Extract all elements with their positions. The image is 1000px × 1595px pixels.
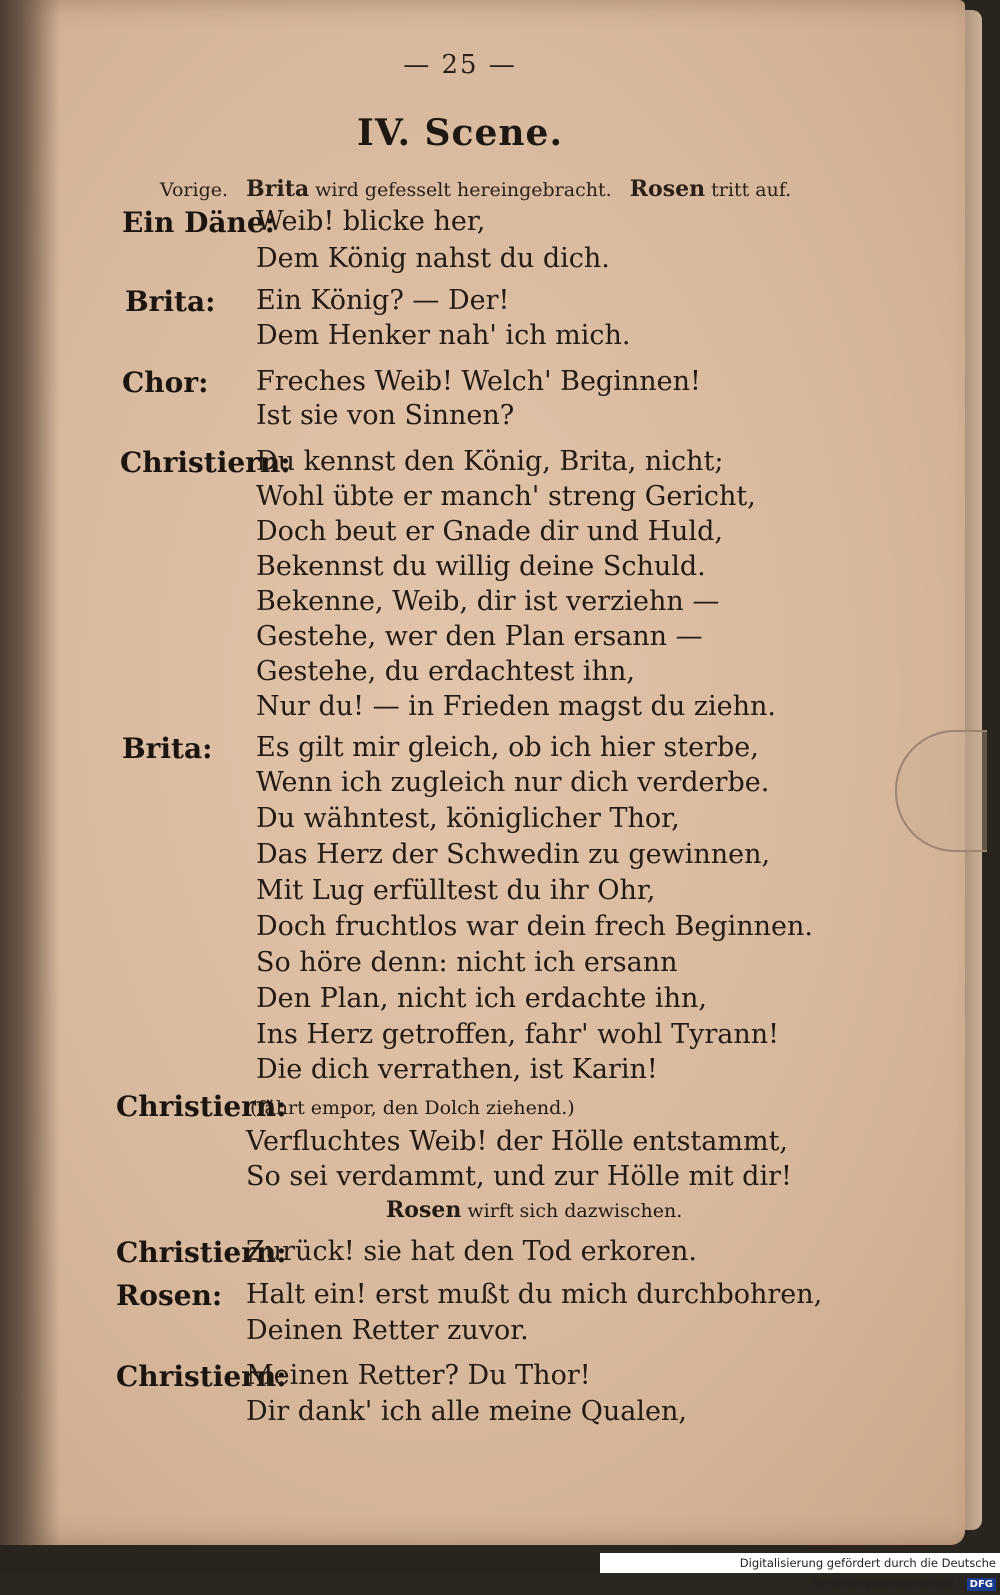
verse-line: Ein König? — Der! [256,285,510,316]
speaker-chor: Chor: [122,366,209,399]
stage-direction-inline: (fährt empor, den Dolch ziehend.) [250,1097,575,1119]
rosen-direction-text: wirft sich dazwischen. [467,1200,683,1222]
speaker-rosen: Rosen: [116,1279,223,1312]
stage-direction-text2: tritt auf. [711,179,792,201]
stage-direction-prefix: Vorige. [160,179,229,201]
verse-line: Gestehe, wer den Plan ersann — [256,621,703,652]
verse-line: Ins Herz getroffen, fahr' wohl Tyrann! [256,1019,779,1050]
stage-direction-text1: wird gefesselt hereingebracht. [315,179,612,201]
verse-line: So sei verdammt, und zur Hölle mit dir! [246,1161,792,1192]
verse-line: Gestehe, du erdachtest ihn, [256,656,635,687]
verse-line: Zurück! sie hat den Tod erkoren. [246,1236,697,1267]
rosen-direction [386,1197,682,1223]
speaker-brita: Brita: [125,285,216,318]
verse-line: So höre denn: nicht ich ersann [256,947,678,978]
verse-line: Das Herz der Schwedin zu gewinnen, [256,839,771,870]
verse-line: Doch beut er Gnade dir und Huld, [256,516,723,547]
dfg-logo: DFG [967,1578,996,1591]
speaker-christiern: Christiern: [116,1236,287,1269]
stage-direction-who1: Brita [246,176,310,202]
verse-line: Dir dank' ich alle meine Qualen, [246,1396,687,1427]
verse-line: Du wähntest, königlicher Thor, [256,803,680,834]
speaker-ein-daene: Ein Däne: [122,206,276,239]
verse-line: Wenn ich zugleich nur dich verderbe. [256,767,770,798]
page-tab [895,730,987,852]
verse-line: Meinen Retter? Du Thor! [246,1360,591,1391]
page-number: — 25 — [403,50,517,80]
verse-line: Wohl übte er manch' streng Gericht, [256,481,756,512]
verse-line: Dem König nahst du dich. [256,243,610,274]
verse-line: Dem Henker nah' ich mich. [256,320,631,351]
verse-line: Halt ein! erst mußt du mich durchbohren, [246,1279,823,1310]
verse-line: Deinen Retter zuvor. [246,1315,529,1346]
footer-text: Digitalisierung gefördert durch die Deutsche Forschungsgemeinschaft - [739,1556,996,1590]
verse-line: Weib! blicke her, [256,206,486,237]
verse-line: Du kennst den König, Brita, nicht; [256,446,724,477]
verse-line: Freches Weib! Welch' Beginnen! [256,366,701,397]
speaker-brita: Brita: [122,732,213,765]
verse-line: Bekenne, Weib, dir ist verziehn — [256,586,720,617]
verse-line: Bekennst du willig deine Schuld. [256,551,706,582]
verse-line: Mit Lug erfülltest du ihr Ohr, [256,875,656,906]
stage-direction-who2: Rosen [629,176,706,202]
verse-line: Die dich verrathen, ist Karin! [256,1054,658,1085]
verse-line: Ist sie von Sinnen? [256,400,515,431]
scene-title: IV. Scene. [357,112,563,154]
speaker-christiern: Christiern: [120,446,291,479]
verse-line: Nur du! — in Frieden magst du ziehn. [256,691,777,722]
verse-line: Den Plan, nicht ich erdachte ihn, [256,983,707,1014]
speaker-christiern: Christiern: [116,1090,287,1123]
rosen-direction-who: Rosen [386,1197,462,1223]
verse-line: Doch fruchtlos war dein frech Beginnen. [256,911,813,942]
verse-line: Verfluchtes Weib! der Hölle entstammt, [246,1126,789,1157]
stage-direction [160,176,791,202]
book-spine-shadow [0,0,60,1545]
digitization-footer [600,1553,1000,1590]
speaker-christiern: Christiern: [116,1360,287,1393]
verse-line: Es gilt mir gleich, ob ich hier sterbe, [256,732,759,763]
